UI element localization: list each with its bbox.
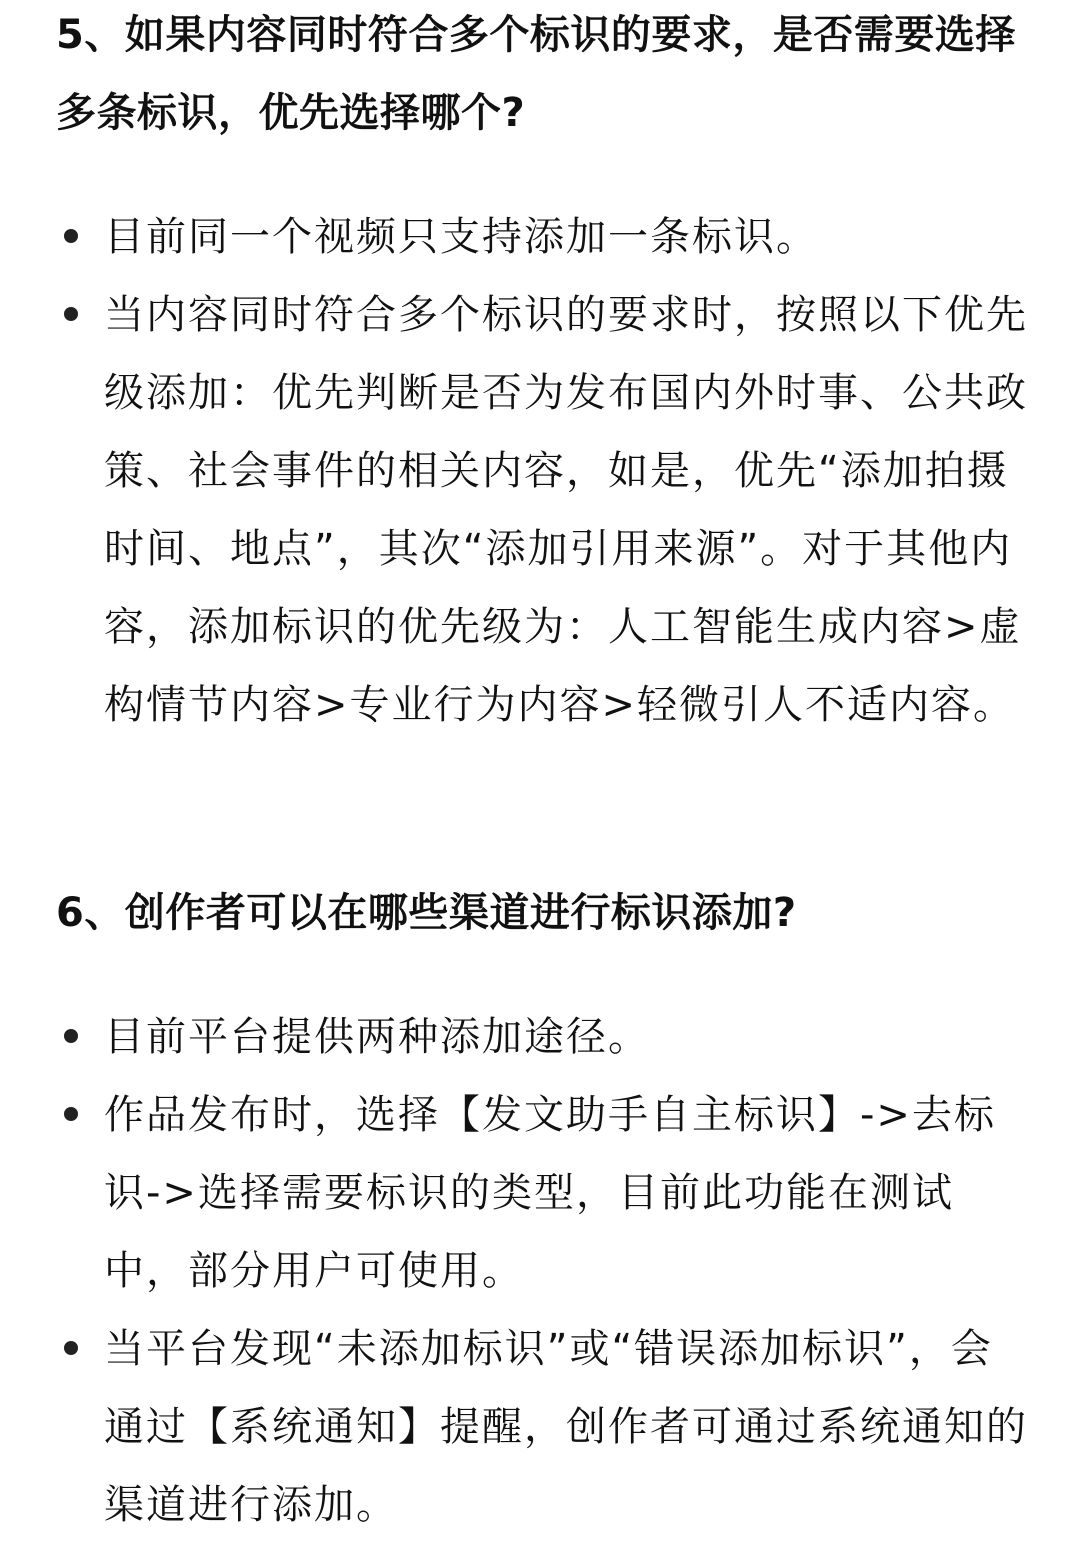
bullet-icon — [64, 1341, 78, 1355]
list-item — [0, 198, 1028, 276]
bullet-icon — [64, 1029, 78, 1043]
list-item-text: 目前平台提供两种添加途径。 — [104, 1014, 650, 1060]
list-item — [0, 276, 1028, 744]
section-5-list — [0, 198, 1080, 744]
bullet-icon — [64, 1107, 78, 1121]
section-heading-6: 6、创作者可以在哪些渠道进行标识添加? — [56, 890, 797, 936]
list-item-text: 作品发布时，选择【发文助手自主标识】->去标识->选择需要标识的类型，目前此功能在测试中，部分用户可使用。 — [104, 1092, 996, 1294]
section-6-list — [0, 998, 1080, 1544]
list-item — [0, 1310, 1028, 1544]
bullet-icon — [64, 229, 78, 243]
list-item-text: 当平台发现“未添加标识”或“错误添加标识”，会通过【系统通知】提醒，创作者可通过系统通知的渠道进行添加。 — [104, 1326, 1028, 1528]
list-item — [0, 1076, 1028, 1310]
list-item-text: 当内容同时符合多个标识的要求时，按照以下优先级添加：优先判断是否为发布国内外时事、公共政策、社会事件的相关内容，如是，优先“添加拍摄时间、地点”，其次“添加引用来源”。对于其他内容，添加标识的优先级为：人工智能生成内容>虚构情节内容>专业行为内容>轻微引人不适内容。 — [104, 292, 1028, 728]
section-heading-5: 5、如果内容同时符合多个标识的要求，是否需要选择多条标识，优先选择哪个? — [56, 12, 1016, 136]
list-item — [0, 998, 1028, 1076]
list-item-text: 目前同一个视频只支持添加一条标识。 — [104, 214, 818, 260]
bullet-icon — [64, 307, 78, 321]
